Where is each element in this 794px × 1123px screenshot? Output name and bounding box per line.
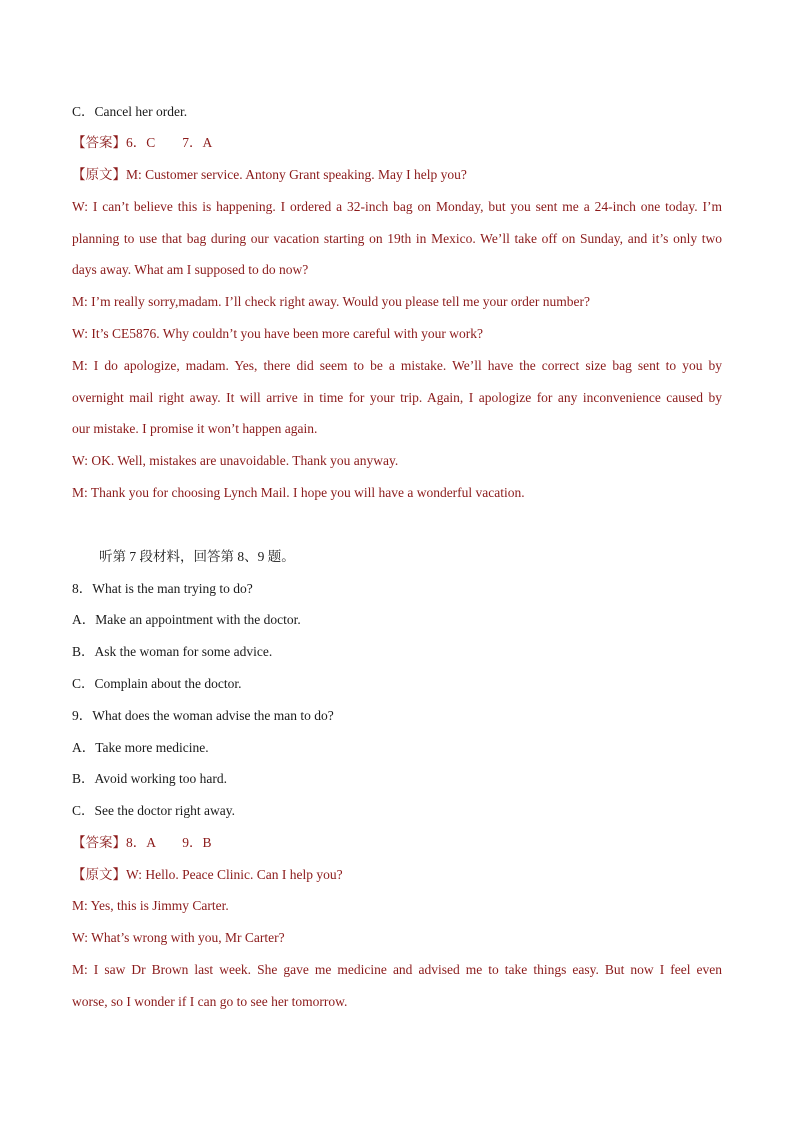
question-9: 9．What does the woman advise the man to do?	[72, 708, 334, 723]
question-9-option-b: B．Avoid working too hard.	[72, 771, 227, 786]
transcript-line: our mistake. I promise it won’t happen again.	[72, 421, 318, 436]
transcript-line: W: I can’t believe this is happening. I ordered a 32-inch bag on Monday, but you sent me a 24-inch one today. I’m	[72, 199, 722, 214]
question-8-option-c: C．Complain about the doctor.	[72, 676, 242, 691]
transcript-line: M: I saw Dr Brown last week. She gave me medicine and advised me to take things easy. But now I feel even	[72, 962, 722, 977]
option-c-cancel-order: C．Cancel her order.	[72, 104, 188, 119]
transcript-line: planning to use that bag during our vacation starting on 19th in Mexico. We’ll take off on Sunday, and it’s only two	[72, 231, 722, 246]
answer-line-8-9	[72, 834, 722, 852]
question-8-option-a: A．Make an appointment with the doctor.	[72, 612, 301, 627]
transcript-text: M: Customer service. Antony Grant speaking. May I help you?	[126, 167, 467, 182]
transcript-text: W: Hello. Peace Clinic. Can I help you?	[126, 867, 343, 882]
section-instruction: 听第 7 段材料，回答第 8、9 题。	[99, 549, 295, 564]
question-8: 8．What is the man trying to do?	[72, 581, 253, 596]
transcript-line: M: I’m really sorry,madam. I’ll check right away. Would you please tell me your order number?	[72, 294, 590, 309]
transcript-start-line	[72, 866, 722, 884]
question-9-option-c: C．See the doctor right away.	[72, 803, 235, 818]
transcript-line: M: Yes, this is Jimmy Carter.	[72, 898, 229, 913]
transcript-line: M: Thank you for choosing Lynch Mail. I hope you will have a wonderful vacation.	[72, 485, 525, 500]
transcript-line: days away. What am I supposed to do now?	[72, 262, 309, 277]
transcript-line: overnight mail right away. It will arrive in time for your trip. Again, I apologize for any inconvenience caused by	[72, 390, 722, 405]
transcript-tag: 【原文】	[72, 167, 126, 182]
transcript-line: worse, so I wonder if I can go to see her tomorrow.	[72, 994, 348, 1009]
transcript-start-line	[72, 166, 722, 184]
transcript-tag: 【原文】	[72, 867, 126, 882]
answer-tag: 【答案】	[72, 135, 126, 150]
transcript-line: M: I do apologize, madam. Yes, there did seem to be a mistake. We’ll have the correct size bag sent to you by	[72, 358, 722, 373]
answer-text: 6．C 7．A	[126, 135, 213, 150]
transcript-line: W: OK. Well, mistakes are unavoidable. Thank you anyway.	[72, 453, 399, 468]
answer-tag: 【答案】	[72, 835, 126, 850]
answer-text: 8．A 9．B	[126, 835, 212, 850]
transcript-line: W: It’s CE5876. Why couldn’t you have been more careful with your work?	[72, 326, 484, 341]
question-8-option-b: B．Ask the woman for some advice.	[72, 644, 273, 659]
answer-line-6-7	[72, 134, 722, 152]
question-9-option-a: A．Take more medicine.	[72, 740, 209, 755]
transcript-line: W: What’s wrong with you, Mr Carter?	[72, 930, 285, 945]
